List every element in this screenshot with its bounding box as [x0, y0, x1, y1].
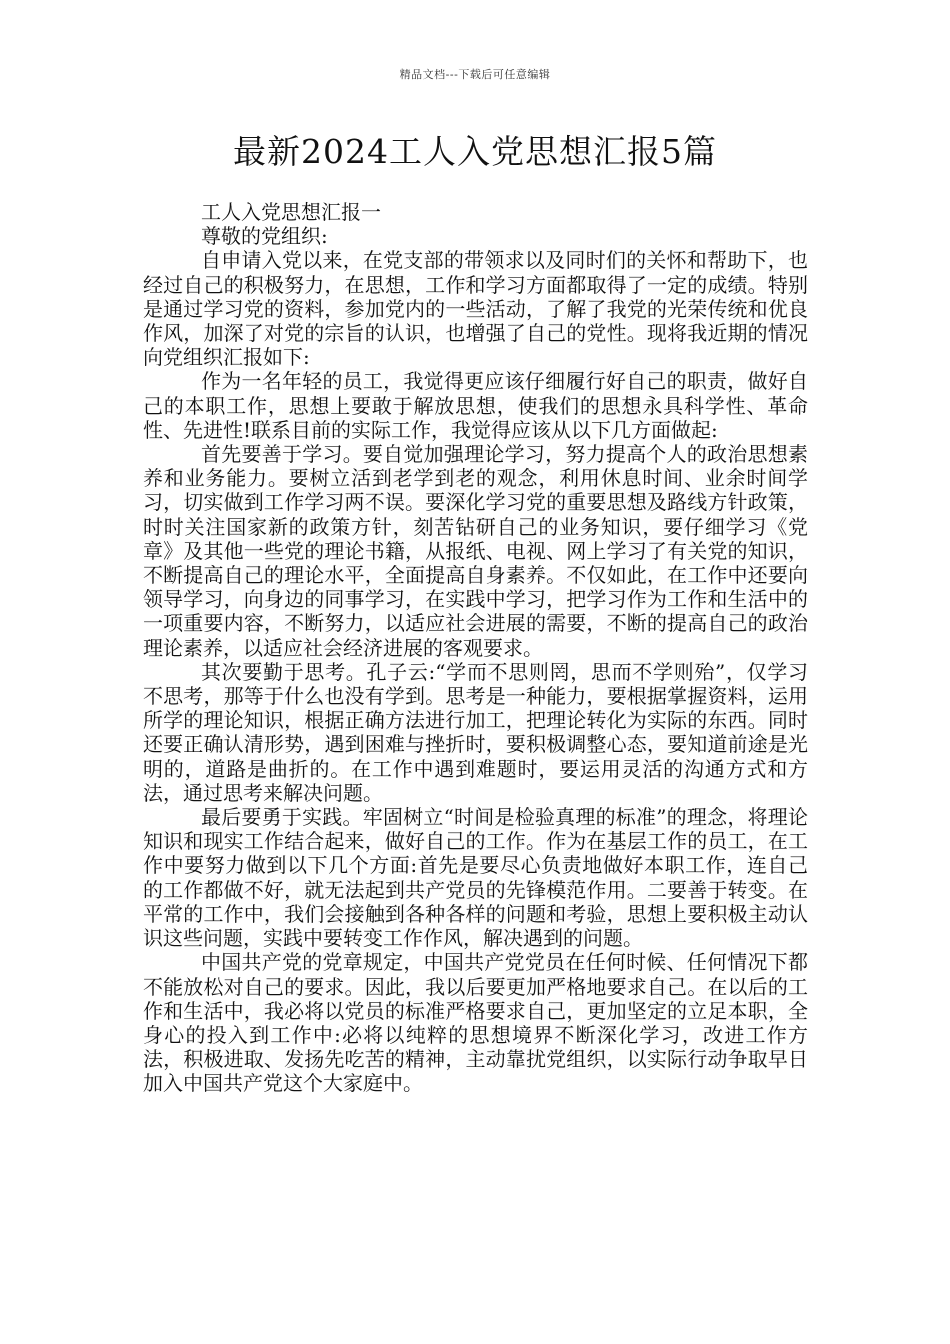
body-paragraph: 首先要善于学习。要自觉加强理论学习，努力提高个人的政治思想素养和业务能力。要树立活到老学到老的观念，利用休息时间、业余时间学习，切实做到工作学习两不误。要深化学习党的重要思想及路线方针政策，时时关注国家新的政策方针，刻苦钻研自己的业务知识，要仔细学习《党章》及其他一些党的理论书籍，从报纸、电视、网上学习了有关党的知识，不断提高自己的理论水平，全面提高自身素养。不仅如此，在工作中还要向领导学习，向身边的同事学习，在实践中学习，把学习作为工作和生活中的一项重要内容，不断努力，以适应社会进展的需要，不断的提高自己的政治理论素养，以适应社会经济进展的客观要求。 [143, 442, 808, 660]
document-body [143, 200, 808, 1096]
body-paragraph: 作为一名年轻的员工，我觉得更应该仔细履行好自己的职责，做好自己的本职工作，思想上要敢于解放思想，使我们的思想永具科学性、革命性、先进性!联系目前的实际工作，我觉得应该从以下几方面做起: [143, 369, 808, 442]
document-title: 最新2024工人入党思想汇报5篇 [233, 132, 717, 171]
body-paragraph: 自申请入党以来，在党支部的带领求以及同时们的关怀和帮助下，也经过自己的积极努力，在思想，工作和学习方面都取得了一定的成绩。特别是通过学习党的资料，参加党内的一些活动，了解了我党的光荣传统和优良作风，加深了对党的宗旨的认识，也增强了自己的党性。现将我近期的情况向党组织汇报如下: [143, 248, 808, 370]
salutation: 尊敬的党组织: [201, 224, 328, 249]
body-paragraph: 中国共产党的党章规定，中国共产党党员在任何时候、任何情况下都不能放松对自己的要求。因此，我以后要更加严格地要求自己。在以后的工作和生活中，我必将以党员的标准严格要求自己，更加坚定的立足本职，全身心的投入到工作中:必将以纯粹的思想境界不断深化学习，改进工作方法，积极进取、发扬先吃苦的精神，主动靠扰党组织，以实际行动争取早日加入中国共产党这个大家庭中。 [143, 950, 808, 1096]
header-note: 精品文档---下载后可任意编辑 [399, 68, 551, 81]
section-heading: 工人入党思想汇报一 [201, 200, 381, 224]
body-paragraph: 其次要勤于思考。孔子云:“学而不思则罔，思而不学则殆”，仅学习不思考，那等于什么也没有学到。思考是一种能力，要根据掌握资料，运用所学的理论知识，根据正确方法进行加工，把理论转化为实际的东西。同时还要正确认清形势，遇到困难与挫折时，要积极调整心态，要知道前途是光明的，道路是曲折的。在工作中遇到难题时，要运用灵活的沟通方式和方法，通过思考来解决问题。 [143, 659, 808, 805]
body-paragraph: 最后要勇于实践。牢固树立“时间是检验真理的标准”的理念，将理论知识和现实工作结合起来，做好自己的工作。作为在基层工作的员工，在工作中要努力做到以下几个方面:首先是要尽心负责地做好本职工作，连自己的工作都做不好，就无法起到共产党员的先锋模范作用。二要善于转变。在平常的工作中，我们会接触到各种各样的问题和考验，思想上要积极主动认识这些问题，实践中要转变工作作风，解决遇到的问题。 [143, 805, 808, 951]
